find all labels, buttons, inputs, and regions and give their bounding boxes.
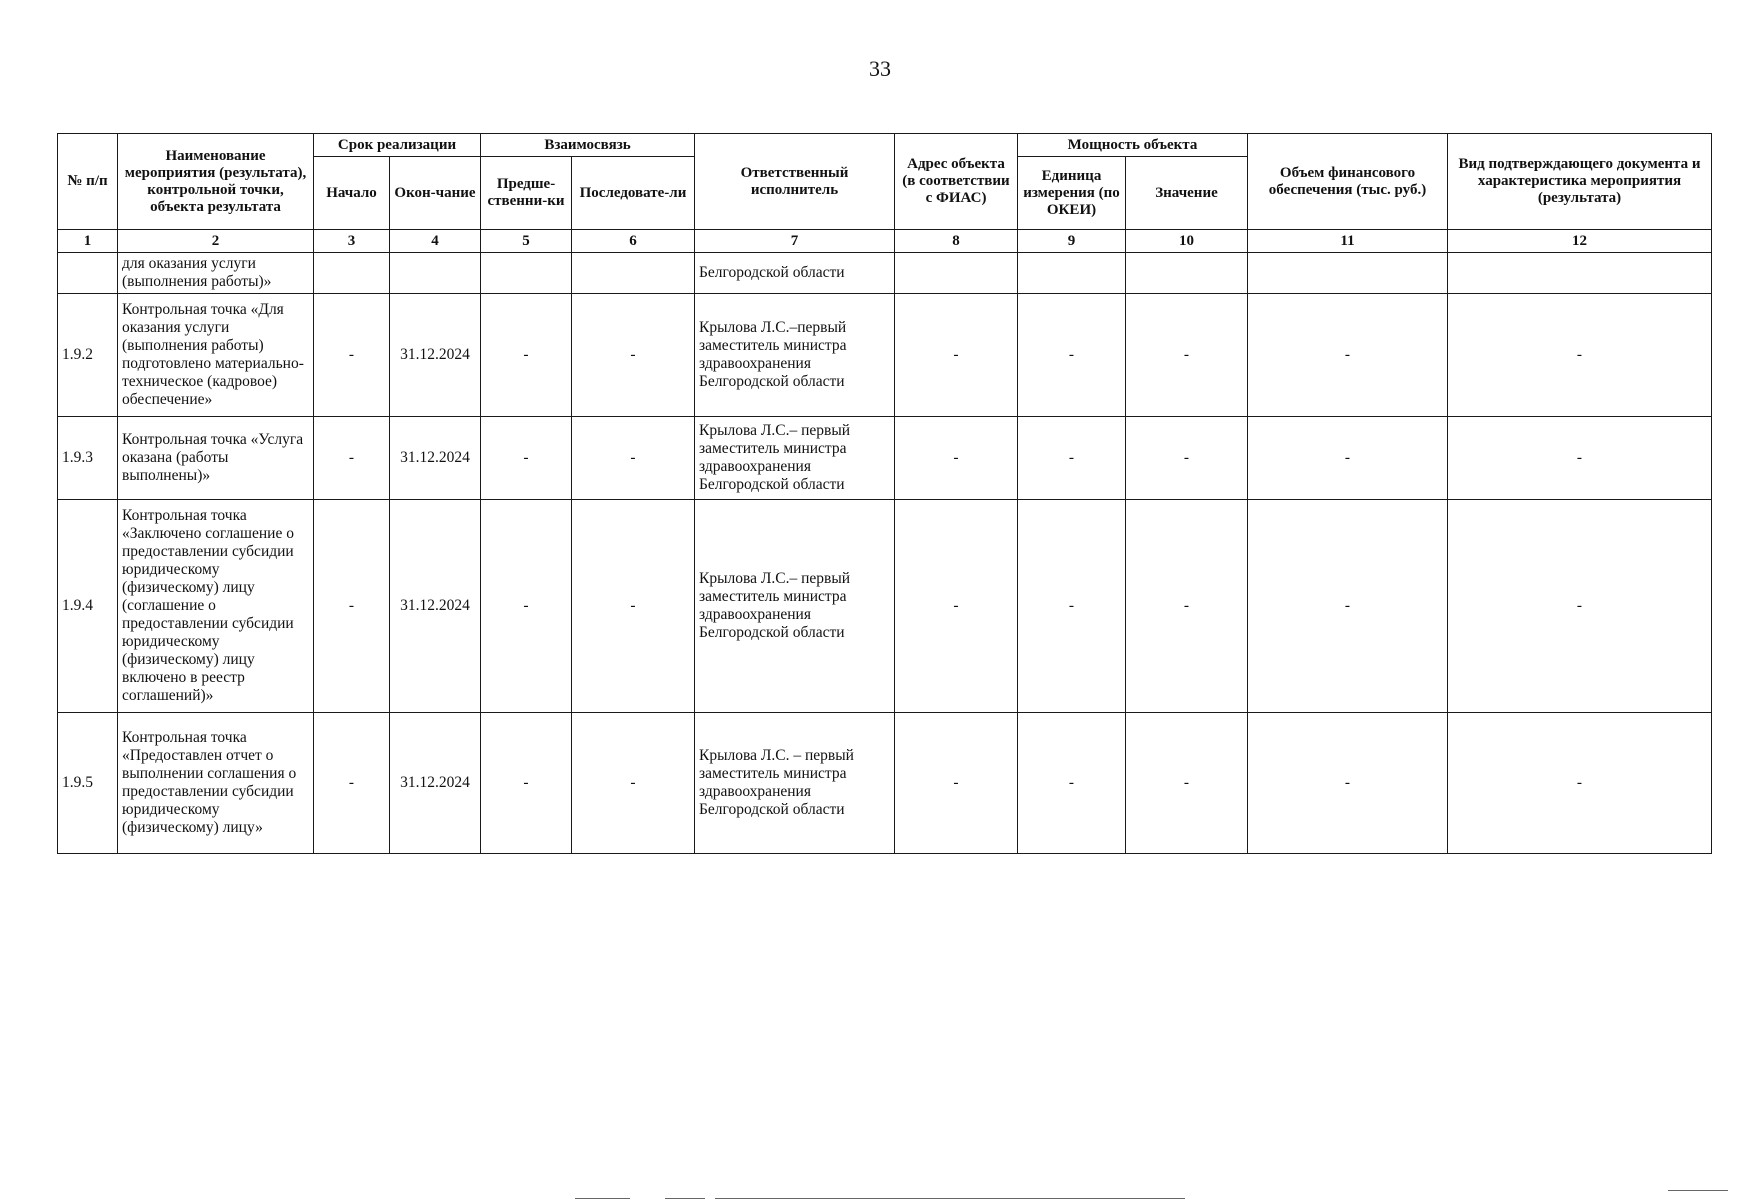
table-row <box>58 417 1712 500</box>
column-numbers-row <box>58 230 1712 253</box>
row-address: - <box>895 713 1018 854</box>
scan-artifact-line <box>575 1198 630 1199</box>
column-number: 11 <box>1248 230 1448 253</box>
header-finance: Объем финансового обеспечения (тыс. руб.) <box>1248 134 1448 230</box>
header-responsible: Ответственный исполнитель <box>695 134 895 230</box>
cont-empty-cell <box>1018 253 1126 294</box>
cont-responsible-cell: Белгородской области <box>695 253 895 294</box>
row-start: - <box>314 500 390 713</box>
row-end: 31.12.2024 <box>390 500 481 713</box>
header-link: Взаимосвязь <box>481 134 695 157</box>
header-unit: Единица измерения (по ОКЕИ) <box>1018 157 1126 230</box>
cont-empty-cell <box>572 253 695 294</box>
header-value: Значение <box>1126 157 1248 230</box>
scan-artifact-line <box>1668 1190 1728 1191</box>
row-address: - <box>895 417 1018 500</box>
row-unit: - <box>1018 417 1126 500</box>
table-body <box>58 253 1712 854</box>
header-capacity: Мощность объекта <box>1018 134 1248 157</box>
row-address: - <box>895 294 1018 417</box>
header-doc: Вид подтверждающего документа и характеристика мероприятия (результата) <box>1448 134 1712 230</box>
row-value: - <box>1126 294 1248 417</box>
row-unit: - <box>1018 713 1126 854</box>
row-doc: - <box>1448 294 1712 417</box>
cont-empty-cell <box>481 253 572 294</box>
table-row <box>58 500 1712 713</box>
row-start: - <box>314 713 390 854</box>
cont-empty-cell <box>1448 253 1712 294</box>
plan-table <box>57 133 1712 854</box>
column-number: 8 <box>895 230 1018 253</box>
row-value: - <box>1126 500 1248 713</box>
cont-empty-cell <box>895 253 1018 294</box>
row-start: - <box>314 417 390 500</box>
row-address: - <box>895 500 1018 713</box>
row-num: 1.9.5 <box>58 713 118 854</box>
row-name: Контрольная точка «Для оказания услуги (выполнения работы) подготовлено материально-техническое (кадровое) обеспечение» <box>118 294 314 417</box>
row-end: 31.12.2024 <box>390 713 481 854</box>
row-pred: - <box>481 713 572 854</box>
table-header <box>58 134 1712 253</box>
row-num: 1.9.4 <box>58 500 118 713</box>
column-number: 6 <box>572 230 695 253</box>
continuation-row <box>58 253 1712 294</box>
row-responsible: Крылова Л.С.– первый заместитель министра здравоохранения Белгородской области <box>695 417 895 500</box>
page-number: 33 <box>869 56 891 81</box>
cont-empty-cell <box>390 253 481 294</box>
cont-empty-cell <box>314 253 390 294</box>
row-num: 1.9.3 <box>58 417 118 500</box>
row-pred: - <box>481 294 572 417</box>
column-number: 2 <box>118 230 314 253</box>
column-number: 12 <box>1448 230 1712 253</box>
row-unit: - <box>1018 500 1126 713</box>
column-number: 7 <box>695 230 895 253</box>
header-pred: Предше-ственни-ки <box>481 157 572 230</box>
header-name: Наименование мероприятия (результата), контрольной точки, объекта результата <box>118 134 314 230</box>
cont-name-cell: для оказания услуги (выполнения работы)» <box>118 253 314 294</box>
row-name: Контрольная точка «Предоставлен отчет о выполнении соглашения о предоставлении субсидии юридическому (физическому) лицу» <box>118 713 314 854</box>
scan-artifact-line <box>665 1198 705 1199</box>
row-name: Контрольная точка «Услуга оказана (работы выполнены)» <box>118 417 314 500</box>
row-finance: - <box>1248 294 1448 417</box>
row-finance: - <box>1248 713 1448 854</box>
row-end: 31.12.2024 <box>390 294 481 417</box>
cont-num-cell <box>58 253 118 294</box>
row-num: 1.9.2 <box>58 294 118 417</box>
row-responsible: Крылова Л.С.–первый заместитель министра здравоохранения Белгородской области <box>695 294 895 417</box>
scan-artifact-line <box>715 1198 1185 1199</box>
column-number: 9 <box>1018 230 1126 253</box>
header-end: Окон-чание <box>390 157 481 230</box>
row-responsible: Крылова Л.С. – первый заместитель министра здравоохранения Белгородской области <box>695 713 895 854</box>
column-number: 10 <box>1126 230 1248 253</box>
header-num: № п/п <box>58 134 118 230</box>
column-number: 4 <box>390 230 481 253</box>
row-succ: - <box>572 417 695 500</box>
row-succ: - <box>572 713 695 854</box>
row-start: - <box>314 294 390 417</box>
row-succ: - <box>572 500 695 713</box>
header-term: Срок реализации <box>314 134 481 157</box>
row-succ: - <box>572 294 695 417</box>
column-number: 3 <box>314 230 390 253</box>
cont-empty-cell <box>1126 253 1248 294</box>
cont-empty-cell <box>1248 253 1448 294</box>
row-unit: - <box>1018 294 1126 417</box>
row-finance: - <box>1248 500 1448 713</box>
row-responsible: Крылова Л.С.– первый заместитель министра здравоохранения Белгородской области <box>695 500 895 713</box>
row-value: - <box>1126 713 1248 854</box>
header-succ: Последовате-ли <box>572 157 695 230</box>
row-pred: - <box>481 417 572 500</box>
row-value: - <box>1126 417 1248 500</box>
row-doc: - <box>1448 713 1712 854</box>
table-row <box>58 294 1712 417</box>
column-number: 1 <box>58 230 118 253</box>
header-address: Адрес объекта (в соответствии с ФИАС) <box>895 134 1018 230</box>
header-start: Начало <box>314 157 390 230</box>
row-doc: - <box>1448 417 1712 500</box>
column-number: 5 <box>481 230 572 253</box>
row-doc: - <box>1448 500 1712 713</box>
row-pred: - <box>481 500 572 713</box>
row-finance: - <box>1248 417 1448 500</box>
table-row <box>58 713 1712 854</box>
row-name: Контрольная точка «Заключено соглашение о предоставлении субсидии юридическому (физическому) лицу (соглашение о предоставлении субсидии юридическому (физическому) лицу включено в реестр соглашений)» <box>118 500 314 713</box>
row-end: 31.12.2024 <box>390 417 481 500</box>
